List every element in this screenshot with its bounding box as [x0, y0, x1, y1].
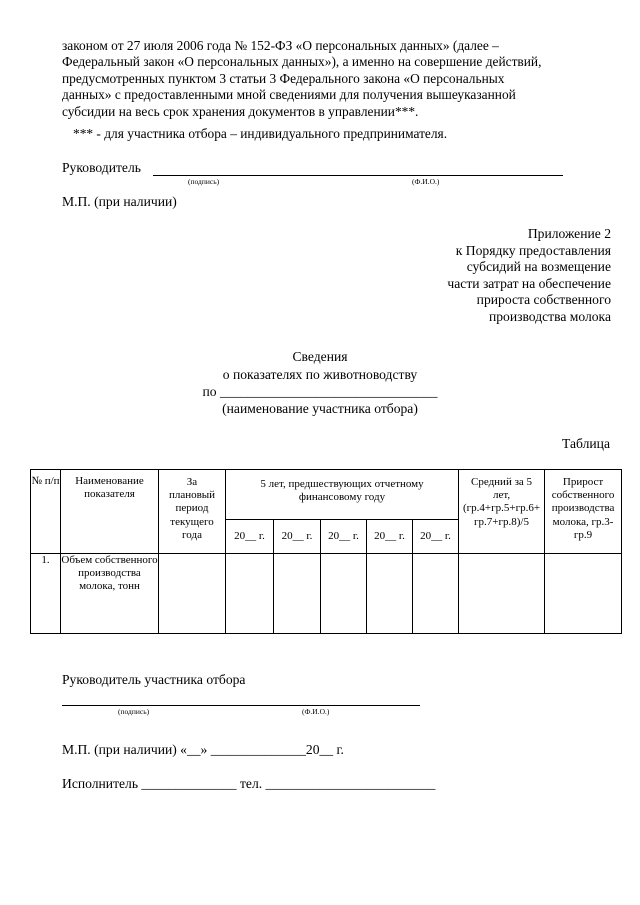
year-cell: 20__ г.: [274, 520, 321, 554]
paragraph-line: законом от 27 июля 2006 года № 152-ФЗ «О персональных данных» (далее –: [62, 38, 499, 53]
year-cell: 20__ г.: [367, 520, 413, 554]
header-num: № п/п: [31, 470, 61, 554]
consent-paragraph: [62, 38, 582, 120]
row-value-cell: [459, 554, 545, 634]
paragraph-line: Федеральный закон «О персональных данных»), а именно на совершение действий,: [62, 54, 542, 70]
signature-line-participant: [62, 705, 420, 706]
year-cell: 20__ г.: [226, 520, 274, 554]
row-indicator: Объем собственного производства молока, тонн: [61, 554, 159, 634]
year-cell: 20__ г.: [321, 520, 367, 554]
paragraph-line: предусмотренных пунктом 3 статьи 3 Федерального закона «О персональных: [62, 70, 505, 86]
name-caption: (Ф.И.О.): [412, 177, 440, 186]
document-title: Сведения: [292, 349, 348, 364]
row-value-cell: [274, 554, 321, 634]
row-value-cell: [545, 554, 622, 634]
paragraph-line: субсидии на весь срок хранения документов в управлении***.: [62, 103, 419, 119]
row-num: 1.: [31, 554, 61, 634]
appendix-line: субсидий на возмещение: [466, 259, 611, 275]
appendix-heading: [447, 226, 611, 326]
signature-label-participant: Руководитель участника отбора: [62, 672, 246, 687]
executor-line: Исполнитель ______________ тел. _________________________: [62, 776, 436, 791]
signature-label: Руководитель: [62, 160, 141, 175]
stamp-date-line: М.П. (при наличии) «__» ______________20__ г.: [62, 742, 344, 757]
appendix-line: производства молока: [488, 308, 611, 324]
row-value-cell: [321, 554, 367, 634]
row-value-cell: [159, 554, 226, 634]
name-caption: (Ф.И.О.): [302, 707, 330, 716]
paragraph-line: данных» с предоставленными мной сведениями для получения вышеуказанной: [62, 87, 516, 103]
signature-caption: (подпись): [118, 707, 150, 716]
row-value-cell: [413, 554, 459, 634]
header-five-years: 5 лет, предшествующих отчетному финансовому году: [226, 470, 459, 520]
table-label: Таблица: [562, 436, 610, 451]
appendix-line: Приложение 2: [527, 226, 611, 241]
row-value-cell: [226, 554, 274, 634]
table-header-row: [31, 470, 622, 520]
document-subtitle: о показателях по животноводству: [222, 367, 418, 382]
header-indicator: Наименование показателя: [61, 470, 159, 554]
header-growth: Прирост собственного производства молока, гр.3-гр.9: [545, 470, 622, 554]
header-plan: За плановый период текущего года: [159, 470, 226, 554]
indicators-table: [30, 469, 622, 634]
year-cell: 20__ г.: [413, 520, 459, 554]
table-row: [31, 554, 622, 634]
signature-caption: (подпись): [188, 177, 220, 186]
row-value-cell: [367, 554, 413, 634]
appendix-line: части затрат на обеспечение: [447, 275, 611, 291]
participant-caption: (наименование участника отбора): [222, 401, 418, 416]
participant-line: по ________________________________: [202, 384, 438, 399]
header-average: Средний за 5 лет, (гр.4+гр.5+гр.6+ гр.7+гр.8)/5: [459, 470, 545, 554]
signature-line: [153, 175, 563, 176]
appendix-line: к Порядку предоставления: [455, 242, 611, 258]
stamp-note: М.П. (при наличии): [62, 194, 177, 209]
footnote: *** - для участника отбора – индивидуального предпринимателя.: [73, 126, 448, 141]
appendix-line: прироста собственного: [476, 292, 611, 308]
